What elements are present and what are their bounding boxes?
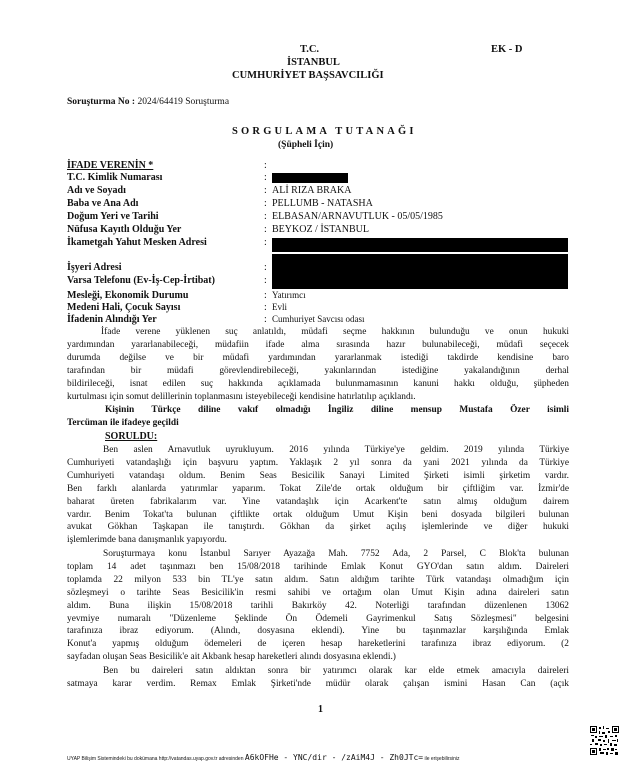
paragraph-line: Kişinin Türkçe diline vakıf olmadığı İngiliz diline mensup Mustafa Özer isimli [105,405,569,415]
paragraph-line: Cumhuriyeti vatandaşı oldum. Benim Seas Besicilik Sanayi Limited Şirketi isimli şirketim vardır. [67,470,569,481]
field-label-dogum: Doğum Yeri ve Tarihi [67,211,159,222]
field-colon: : [264,302,267,313]
field-colon: : [264,224,267,235]
paragraph-line: Cumhuriyeti vatandaşlığı için başvuru yaptım. Yaklaşık 2 yıl sonra da yani 2021 yılında da Türkiye [67,457,569,468]
field-value-dogum: ELBASAN/ARNAVUTLUK - 05/05/1985 [272,211,443,222]
paragraph-line: durumda değilse ve bir müdafi yardımından yararlanmak istediği takdirde kendisine baro [67,352,569,363]
investigation-row [67,97,229,107]
page-number: 1 [318,704,323,715]
field-label-ikametgah: İkametgah Yahut Mesken Adresi [67,237,207,248]
header-office: CUMHURİYET BAŞSAVCILIĞI [232,70,384,81]
paragraph-line: Konut'a yapmış olduğum ödemeleri de içeren hesap hareketlerini tarafınıza ibraz ediyorum. (2 [67,639,569,650]
paragraph-line: toplam 14 adet taşınmazı ben 15/08/2018 tarihinde Emlak Konut GYO'dan satın aldım. Daireleri [67,561,569,572]
statement-paragraph-3 [67,665,569,691]
paragraph-line: Ben bu daireleri satın aldıktan sonra bir yatırımcı olarak kar elde etmek amacıyla daireleri [103,666,569,676]
paragraph-line: avukat Gökhan Taşkapan ile tanıştırdı. Gökhan da şirket açılış işlemlerinde ve diğer hukuki [67,522,569,533]
paragraph-line: Ben farklı alanlarda yatırımlar yaparım. Tokat Zile'de ortak olduğum bir çiftliğim var. İzmir'de [67,483,569,494]
annex-label: EK - D [491,44,523,55]
paragraph-line: İfade verene yüklenen suç anlatıldı, müdafi seçme hakkının bulunduğu ve onun hukuki [101,327,569,337]
field-label-tc-kimlik: T.C. Kimlik Numarası [67,172,163,183]
field-label-medeni: Medeni Hali, Çocuk Sayısı [67,302,181,313]
paragraph-line: işlemlerimde bana danışmanlık yapıyordu. [67,535,227,546]
paragraph-line: tarafından bir müdafi görevlendirebileceği, yakınlarından istediğine yakalandığının derhal [67,365,569,376]
paragraph-line: aldım. Buna ilişkin 15/08/2018 tarihli Bakırköy 42. Noterliği tarafından düzenlenen 13062 [67,600,569,611]
footer-code: A6kOFHe - YNC/dir - /zAiM4J - Zh0JTc= [244,753,424,762]
redaction-ikametgah [272,238,568,252]
field-colon: : [264,185,267,196]
investigation-label: Soruşturma No : [67,97,136,107]
qr-code-icon [590,726,619,755]
document-subtitle: (Şüpheli İçin) [278,140,334,150]
field-colon: : [264,237,267,248]
paragraph-line: toplamda 22 milyon 533 bin TL'ye satın aldım. Satın aldığım tarihte Türk vatandaşı olmadığım için [67,574,569,585]
redaction-tc-kimlik [272,173,348,183]
rights-paragraph [67,326,569,403]
paragraph-line: Tercüman ile ifadeye geçildi [67,417,179,428]
header-city: İSTANBUL [287,57,340,68]
field-label-baba-ana: Baba ve Ana Adı [67,198,139,209]
paragraph-line: kurtulması için somut delillerinin toplanmasını isteyebileceği kendisine hatırlatılıp açıklandı. [67,391,416,402]
field-label-ifade-yeri: İfadenin Alındığı Yer [67,314,157,325]
investigation-value: 2024/64419 Soruşturma [137,97,230,107]
statement-paragraph-2 [67,548,569,664]
field-colon: : [264,160,267,171]
paragraph-line: Ben aslen Arnavutluk uyrukluyum. 2016 yılında Türkiye'ye geldim. 2019 yılında Türkiye [103,445,569,455]
field-colon: : [264,314,267,325]
footer-verification [67,753,460,762]
document-title: SORGULAMA TUTANAĞI [232,126,417,137]
field-label-isyeri: İşyeri Adresi [67,262,122,273]
field-value-meslek: Yatırımcı [272,290,306,300]
field-label-meslek: Mesleği, Ekonomik Durumu [67,290,189,301]
field-value-ifade-yeri: Cumhuriyet Savcısı odası [272,314,365,324]
paragraph-line: baharat üreten fabrikalarım var. Yine vatandaşlık için Acarkent'te satın almış olduğum dairem [67,496,569,507]
field-colon: : [264,290,267,301]
paragraph-line: yardımından yararlanabileceği, müdafiin ifade alma sırasında hazır bulunabileceği, müdafi seçecek [67,339,569,350]
field-colon: : [264,275,267,286]
paragraph-line: tarafınıza ibraz ediyorum. (Alındı, dosyasına eklendi). Yine bu taşınmazlar karşılığında Emlak [67,626,569,637]
field-value-nufus: BEYKOZ / İSTANBUL [272,224,369,235]
field-label-ifade-veren: İFADE VERENİN * [67,160,154,171]
header-tc: T.C. [300,44,320,55]
footer-prefix: UYAP Bilişim Sistemindeki bu dokümana http://vatandas.uyap.gov.tr adresinden [67,756,244,762]
field-label-nufus: Nüfusa Kayıtlı Olduğu Yer [67,224,182,235]
field-colon: : [264,211,267,222]
field-colon: : [264,262,267,273]
field-colon: : [264,172,267,183]
field-value-ad-soyad: ALİ RIZA BRAKA [272,185,352,196]
paragraph-line: sözleşmeyi o tarihte Seas Besicilik'in resmi sahibi ve ortağım olan Umut Kişin adına daireleri satın [67,587,569,598]
field-colon: : [264,198,267,209]
statement-paragraph-1 [67,444,569,547]
paragraph-line: sayfadan oluşan Seas Besicilik'e ait Akbank hesap hareketleri alındı dosyasına eklendi.) [67,652,396,663]
paragraph-line: bildirileceği, isnat edilen suç hakkında açıklamada bulunmamasının kanuni hakkı olduğu, şüpheden [67,378,569,389]
redaction-telefon [272,276,568,289]
asked-label: SORULDU: [105,431,158,442]
interpreter-paragraph [67,404,569,430]
paragraph-line: yevmiye numaralı "Düzenleme Şeklinde Ön Ödemeli Gayrimenkul Satış Sözleşmesi" belgesini [67,613,569,624]
paragraph-line: vardır. Benim Tokat'ta bulunan çiftlikte ortak olduğum Umut Kişin beni dosyada bilgileri bulunan [67,509,569,520]
field-value-baba-ana: PELLUMB - NATASHA [272,198,373,209]
paragraph-line: Soruşturmaya konu İstanbul Sarıyer Ayazağa Mah. 7752 Ada, 2 Parsel, C Blok'ta bulunan [103,549,569,559]
footer-suffix: ile erişebilirsiniz [424,756,460,762]
field-label-ad-soyad: Adı ve Soyadı [67,185,126,196]
field-value-medeni: Evli [272,302,287,312]
field-label-telefon: Varsa Telefonu (Ev-İş-Cep-İrtibat) [67,275,215,286]
paragraph-line: satmaya karar verdim. Remax Emlak Şirketi'nde müdür olarak çalışan ismini Hasan Can (açık [67,678,569,689]
